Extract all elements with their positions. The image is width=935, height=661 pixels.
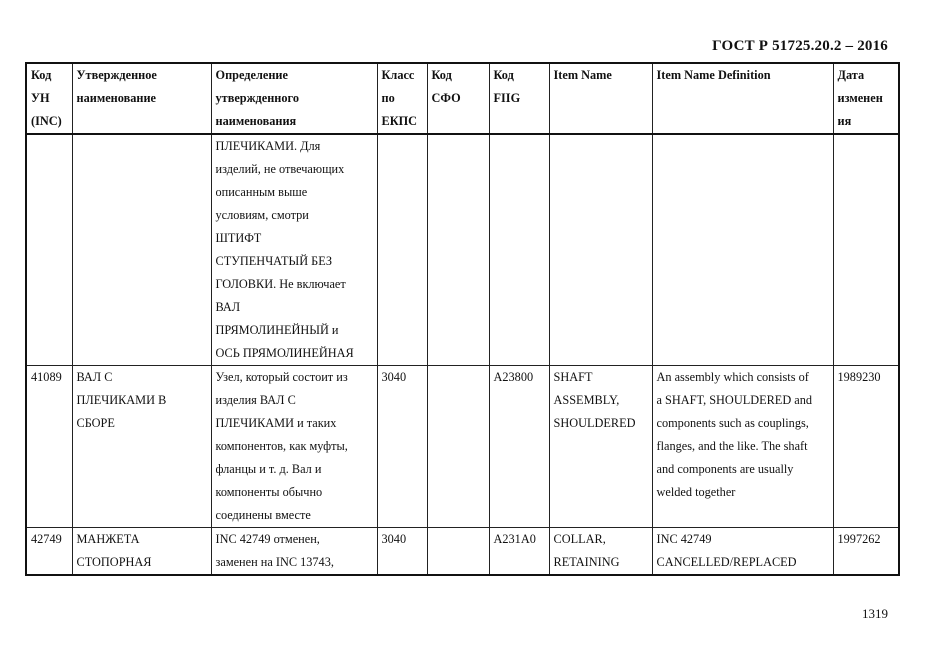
cell-fiig-code: A23800 — [489, 366, 549, 528]
col-header-sfo-code: Код СФО — [427, 63, 489, 134]
classification-table — [25, 62, 900, 576]
cell-item-name-definition: INC 42749 CANCELLED/REPLACED — [652, 528, 833, 576]
cell-change-date: 1997262 — [833, 528, 899, 576]
col-header-inc: Код УН (INC) — [26, 63, 72, 134]
table-header-row — [26, 63, 899, 134]
table-row — [26, 528, 899, 576]
table-row — [26, 134, 899, 366]
col-header-item-name: Item Name — [549, 63, 652, 134]
document-title: ГОСТ Р 51725.20.2 – 2016 — [712, 38, 888, 54]
cell-item-name: SHAFT ASSEMBLY, SHOULDERED — [549, 366, 652, 528]
cell-inc: 41089 — [26, 366, 72, 528]
cell-ekps-class — [377, 134, 427, 366]
col-header-approved-name: Утвержденное наименование — [72, 63, 211, 134]
cell-item-name — [549, 134, 652, 366]
cell-item-name-definition: An assembly which consists of a SHAFT, SHOULDERED and components such as couplings, flanges, and the like. The shaft and components are usually welded together — [652, 366, 833, 528]
cell-change-date — [833, 134, 899, 366]
cell-definition: ПЛЕЧИКАМИ. Для изделий, не отвечающих описанным выше условиям, смотри ШТИФТ СТУПЕНЧАТЫЙ БЕЗ ГОЛОВКИ. Не включает ВАЛ ПРЯМОЛИНЕЙНЫЙ и ОСЬ ПРЯМОЛИНЕЙНАЯ — [211, 134, 377, 366]
cell-approved-name: МАНЖЕТА СТОПОРНАЯ — [72, 528, 211, 576]
cell-change-date: 1989230 — [833, 366, 899, 528]
cell-approved-name — [72, 134, 211, 366]
cell-inc — [26, 134, 72, 366]
cell-approved-name: ВАЛ С ПЛЕЧИКАМИ В СБОРЕ — [72, 366, 211, 528]
cell-sfo-code — [427, 528, 489, 576]
cell-sfo-code — [427, 134, 489, 366]
cell-inc: 42749 — [26, 528, 72, 576]
cell-fiig-code: A231A0 — [489, 528, 549, 576]
col-header-definition: Определение утвержденного наименования — [211, 63, 377, 134]
cell-item-name: COLLAR, RETAINING — [549, 528, 652, 576]
col-header-ekps-class: Класс по ЕКПС — [377, 63, 427, 134]
col-header-change-date: Дата изменен ия — [833, 63, 899, 134]
col-header-fiig-code: Код FIIG — [489, 63, 549, 134]
table-row — [26, 366, 899, 528]
cell-item-name-definition — [652, 134, 833, 366]
cell-ekps-class: 3040 — [377, 366, 427, 528]
cell-fiig-code — [489, 134, 549, 366]
page-number: 1319 — [862, 606, 888, 621]
cell-definition: Узел, который состоит из изделия ВАЛ С ПЛЕЧИКАМИ и таких компонентов, как муфты, фланцы и т. д. Вал и компоненты обычно соединены вместе — [211, 366, 377, 528]
cell-ekps-class: 3040 — [377, 528, 427, 576]
cell-definition: INC 42749 отменен, заменен на INC 13743, — [211, 528, 377, 576]
col-header-item-name-definition: Item Name Definition — [652, 63, 833, 134]
cell-sfo-code — [427, 366, 489, 528]
